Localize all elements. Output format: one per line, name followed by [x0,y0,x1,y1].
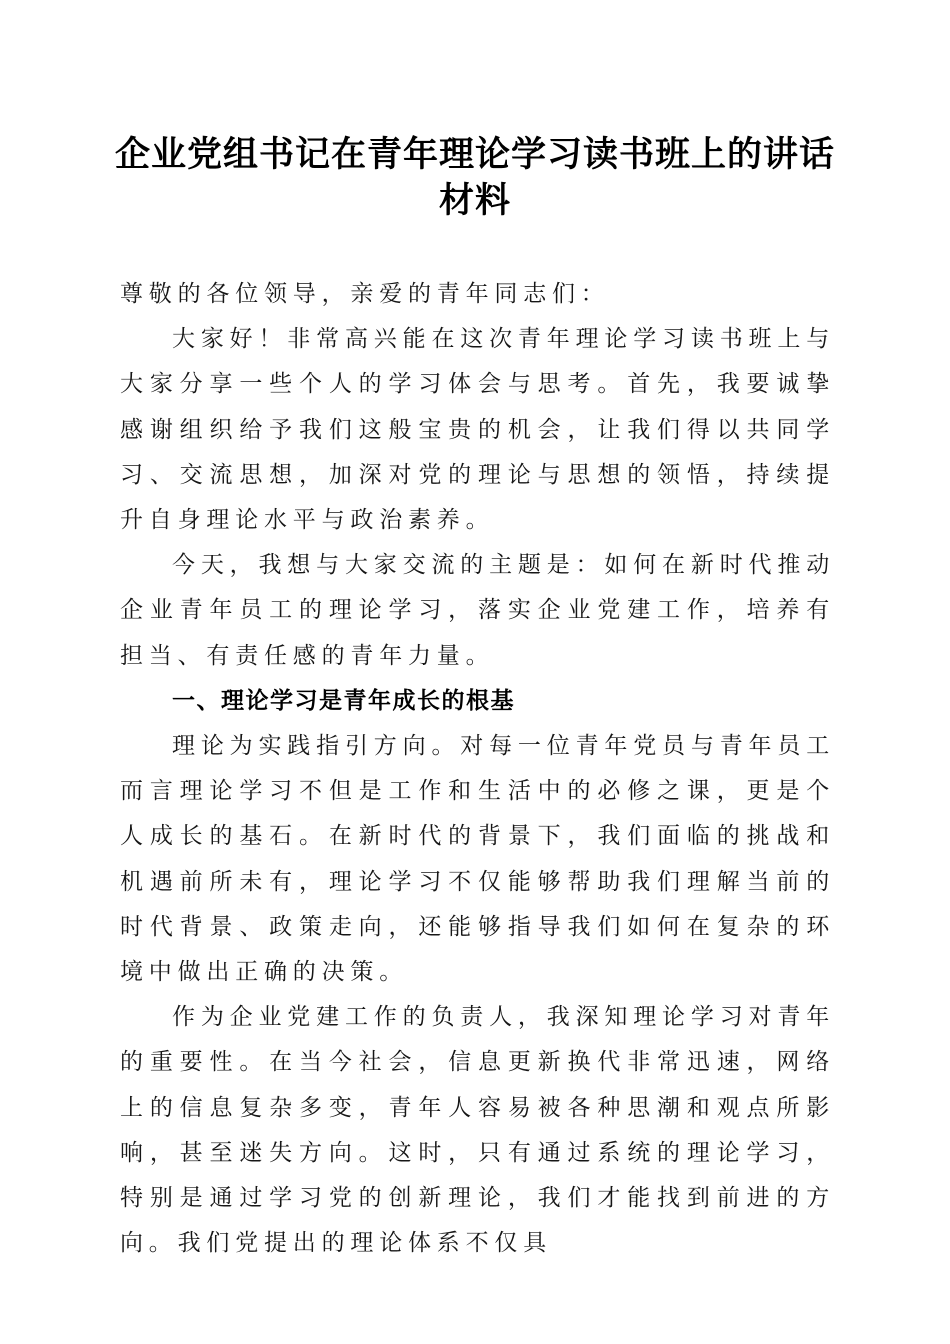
paragraph-theory-importance: 作为企业党建工作的负责人，我深知理论学习对青年的重要性。在当今社会，信息更新换代非常迅速，网络上的信息复杂多变，青年人容易被各种思潮和观点所影响，甚至迷失方向。这时，只有通过系统的理论学习，特别是通过学习党的创新理论，我们才能找到前进的方向。我们党提出的理论体系不仅具 [120,1004,835,1257]
paragraph-topic: 今天，我想与大家交流的主题是：如何在新时代推动企业青年员工的理论学习，落实企业党建工作，培养有担当、有责任感的青年力量。 [120,552,835,669]
title-line-1: 企业党组书记在青年理论学习读书班上的讲话 [114,134,835,175]
document-body [120,272,835,1266]
title-line-2: 材料 [438,180,511,221]
salutation: 尊敬的各位领导，亲爱的青年同志们： [120,281,610,307]
paragraph-greeting: 大家好！非常高兴能在这次青年理论学习读书班上与大家分享一些个人的学习体会与思考。首先，我要诚挚感谢组织给予我们这般宝贵的机会，让我们得以共同学习、交流思想，加深对党的理论与思想的领悟，持续提升自身理论水平与政治素养。 [120,326,835,534]
section-heading: 一、理论学习是青年成长的根基 [172,687,515,714]
document-title [100,132,850,224]
paragraph-theory-guidance: 理论为实践指引方向。对每一位青年党员与青年员工而言理论学习不但是工作和生活中的必修之课，更是个人成长的基石。在新时代的背景下，我们面临的挑战和机遇前所未有，理论学习不仅能够帮助我们理解当前的时代背景、政策走向，还能够指导我们如何在复杂的环境中做出正确的决策。 [120,733,835,986]
